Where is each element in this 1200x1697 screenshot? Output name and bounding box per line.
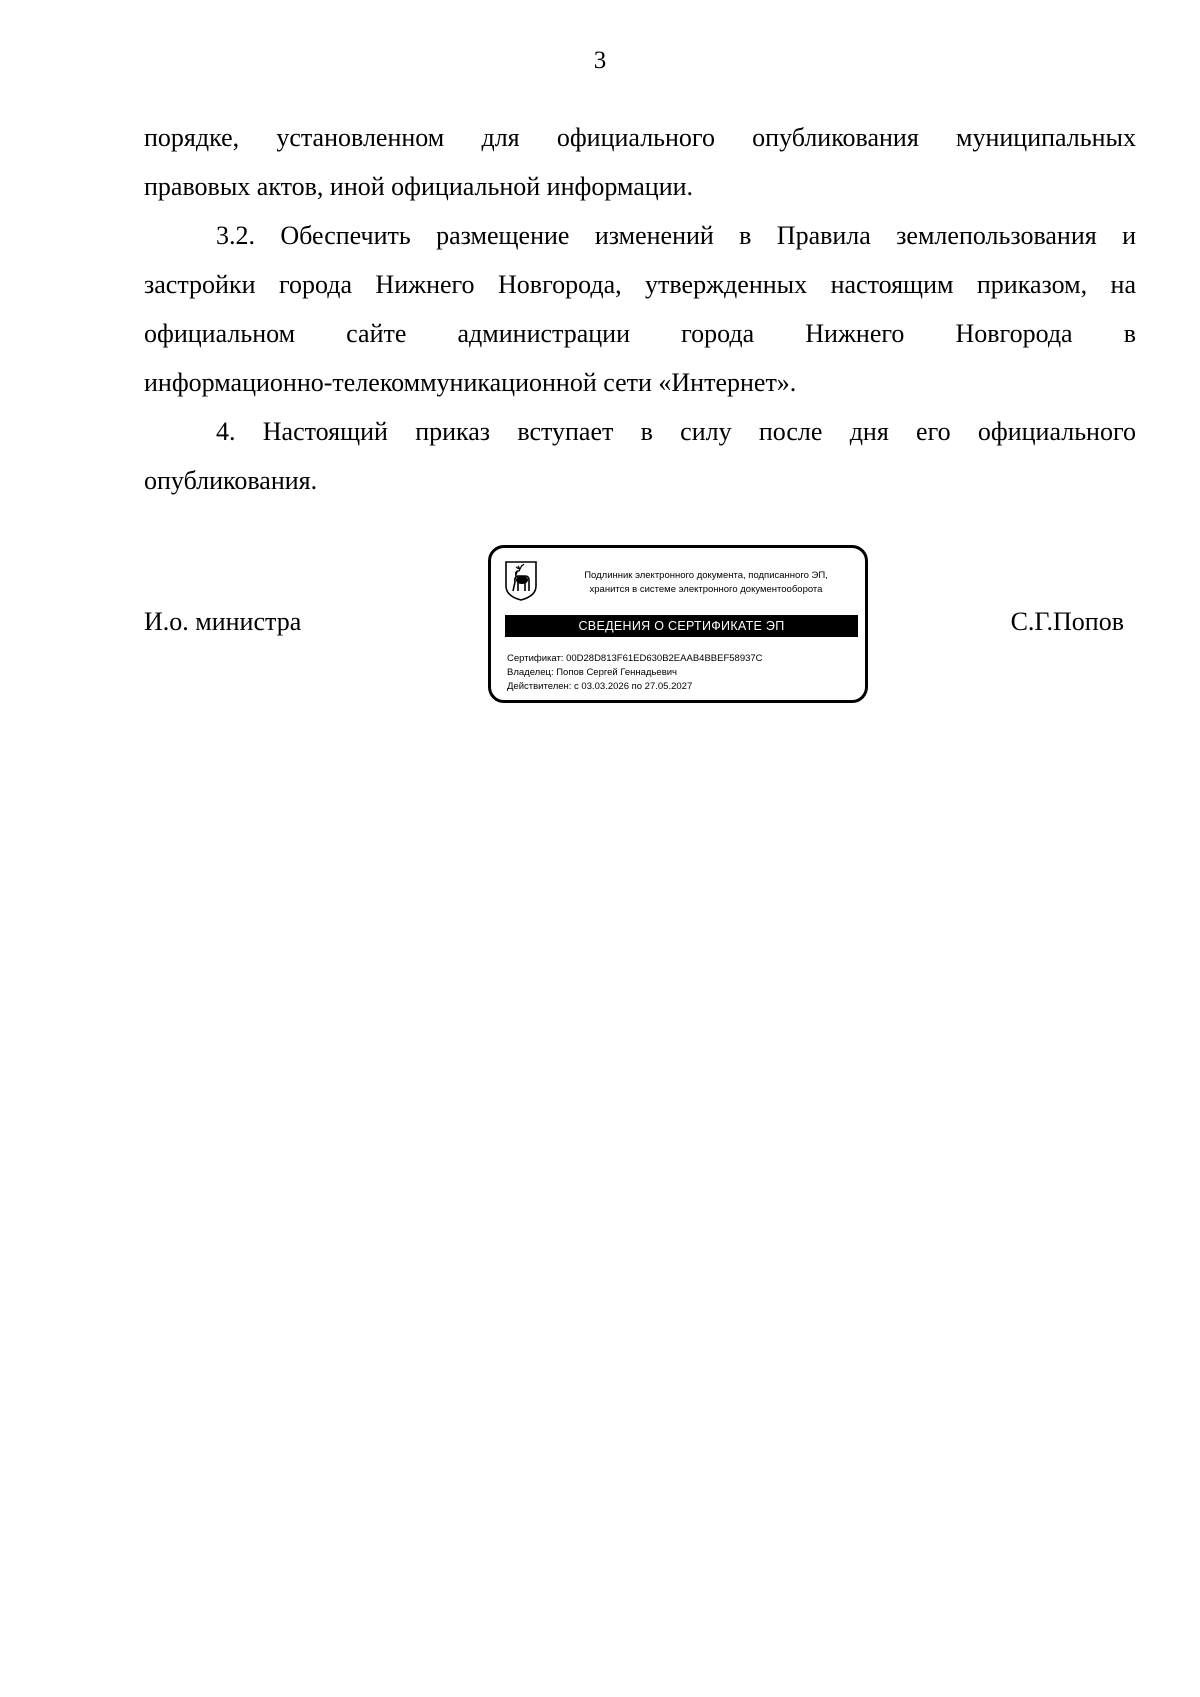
- page-number: 3: [593, 47, 607, 74]
- text-line: застройки города Нижнего Новгорода, утвержденных настоящим приказом, на: [144, 270, 1136, 299]
- paragraph-3-2: [144, 211, 1136, 407]
- certificate-number: Сертификат: 00D28D813F61ED630B2EAAB4BBEF58937C: [507, 653, 763, 664]
- paragraph-4: [144, 407, 1136, 505]
- text-line: 4. Настоящий приказ вступает в силу после дня его официального: [216, 417, 1136, 446]
- paragraph-publication-order: [144, 113, 1136, 211]
- text-line: правовых актов, иной официальной информации.: [144, 172, 694, 201]
- signer-position: И.о. министра: [144, 607, 302, 636]
- text-line: 3.2. Обеспечить размещение изменений в Правила землепользования и: [216, 221, 1136, 250]
- certificate-details: [507, 652, 763, 694]
- stamp-note-line: хранится в системе электронного документооборота: [589, 584, 823, 595]
- stamp-header: СВЕДЕНИЯ О СЕРТИФИКАТЕ ЭП: [505, 615, 858, 637]
- document-body: [144, 113, 1136, 505]
- certificate-validity: Действителен: с 03.03.2026 по 27.05.2027: [507, 681, 693, 692]
- text-line: официальном сайте администрации города Нижнего Новгорода в: [144, 319, 1136, 348]
- text-line: информационно-телекоммуникационной сети «Интернет».: [144, 368, 797, 397]
- nizhny-novgorod-deer-coat-of-arms-icon: [504, 560, 538, 602]
- certificate-owner: Владелец: Попов Сергей Геннадьевич: [507, 667, 678, 678]
- signer-name: С.Г.Попов: [1010, 607, 1124, 636]
- stamp-note: [553, 569, 859, 597]
- electronic-signature-stamp: [488, 545, 868, 703]
- text-line: порядке, установленном для официального опубликования муниципальных: [144, 123, 1136, 152]
- stamp-note-line: Подлинник электронного документа, подписанного ЭП,: [584, 570, 828, 581]
- text-line: опубликования.: [144, 466, 318, 495]
